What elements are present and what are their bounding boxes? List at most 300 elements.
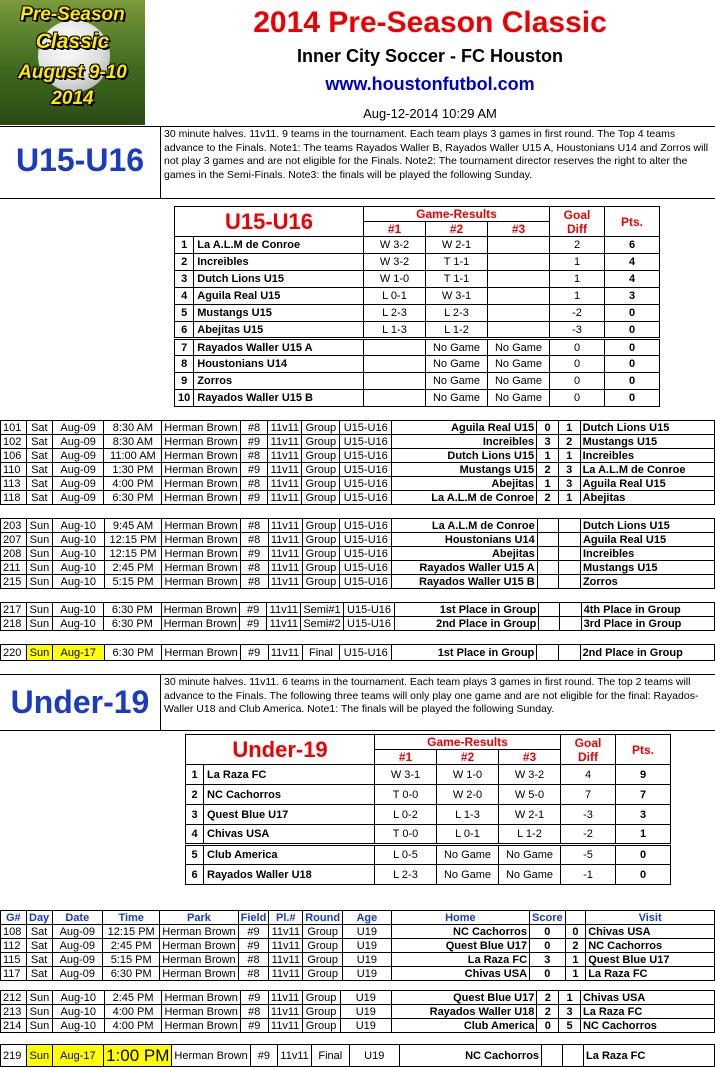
age: U15-U16 (340, 463, 392, 477)
home-score (539, 603, 560, 617)
game-row (1, 603, 715, 617)
points: 3 (616, 805, 671, 825)
home-score: 2 (537, 491, 559, 505)
game-row (1, 925, 715, 939)
team-name: NC Cachorros (204, 785, 375, 805)
logo-line: August 9-10 (18, 62, 127, 83)
field: #9 (240, 491, 268, 505)
field: #8 (238, 953, 269, 967)
date: Aug-09 (52, 953, 103, 967)
goal-diff: 1 (550, 271, 605, 288)
updated-timestamp: Aug-12-2014 10:29 AM (363, 106, 497, 121)
date: Aug-10 (52, 991, 104, 1005)
park: Herman Brown (162, 519, 240, 533)
game-number: 215 (1, 575, 27, 589)
age: U15-U16 (340, 477, 392, 491)
game-2-result: No Game (426, 356, 488, 373)
game-3-result: No Game (499, 845, 561, 865)
game-row (1, 435, 715, 449)
field: #9 (239, 617, 266, 631)
home-team: Rayados Waller U15 B (392, 575, 537, 589)
day: Sun (26, 991, 52, 1005)
goal-diff: 2 (550, 237, 605, 254)
field: #9 (240, 547, 268, 561)
date: Aug-09 (52, 925, 103, 939)
points: 6 (605, 237, 660, 254)
game-1-result (364, 356, 426, 373)
rank: 6 (175, 322, 194, 339)
time: 8:30 AM (104, 421, 162, 435)
visit-score (559, 519, 581, 533)
game-1-result: W 1-0 (364, 271, 426, 288)
team-name: Aguila Real U15 (194, 288, 364, 305)
field: #9 (240, 463, 268, 477)
game-1-result: L 2-3 (375, 865, 437, 885)
field: #9 (240, 435, 268, 449)
game-row (1, 421, 715, 435)
park: Herman Brown (162, 991, 240, 1005)
visit-score (560, 603, 581, 617)
time: 2:45 PM (103, 939, 160, 953)
game-number: 102 (1, 435, 27, 449)
points-header: Pts. (616, 735, 671, 765)
visit-score: 1 (558, 491, 580, 505)
game-2-result: L 0-1 (437, 825, 499, 845)
team-name: Chivas USA (204, 825, 375, 845)
visit-score (559, 533, 581, 547)
players: 11v11 (268, 491, 302, 505)
field: #9 (240, 991, 268, 1005)
game-number: 112 (1, 939, 27, 953)
standings-header-row (186, 735, 671, 750)
game-1-result: T 0-0 (375, 785, 437, 805)
visit-team: Increibles (580, 547, 714, 561)
home-score: 2 (537, 1005, 559, 1019)
park: Herman Brown (161, 617, 239, 631)
home-team: NC Cachorros (391, 925, 529, 939)
game-row (1, 1019, 715, 1033)
game-results-header: Game-Results (375, 735, 561, 750)
round: Group (302, 449, 340, 463)
park: Herman Brown (161, 603, 239, 617)
standings-table-u15 (174, 206, 660, 407)
visit-score (559, 575, 581, 589)
players: 11v11 (267, 617, 301, 631)
game-2-result: L 1-2 (426, 322, 488, 339)
rank: 5 (186, 845, 204, 865)
rank: 1 (175, 237, 194, 254)
standings-row (186, 765, 671, 785)
column-header-round: Round (303, 911, 343, 925)
game-number: 212 (1, 991, 27, 1005)
players: 11v11 (268, 477, 302, 491)
game-row (1, 939, 715, 953)
standings-row (186, 865, 671, 885)
tournament-logo (0, 0, 145, 125)
game-1-result: W 3-2 (364, 237, 426, 254)
game-number: 218 (1, 617, 27, 631)
column-header-home-score: Score (530, 911, 566, 925)
standings-title: Under-19 (186, 735, 375, 765)
age: U15-U16 (343, 617, 395, 631)
age: U19 (340, 1019, 392, 1033)
home-team: NC Cachorros (399, 1045, 541, 1067)
game-2-result: No Game (437, 845, 499, 865)
field: #9 (239, 603, 266, 617)
visit-score: 1 (565, 967, 586, 981)
visit-team: Chivas USA (586, 925, 715, 939)
park: Herman Brown (162, 645, 240, 661)
time: 6:30 PM (103, 967, 160, 981)
game-3-result (488, 271, 550, 288)
round: Group (302, 1005, 340, 1019)
game-2-result: L 1-3 (437, 805, 499, 825)
game-2-result: W 3-1 (426, 288, 488, 305)
date: Aug-09 (52, 967, 103, 981)
home-score: 3 (530, 953, 566, 967)
points: 0 (616, 865, 671, 885)
points: 4 (605, 254, 660, 271)
game-3-result: W 3-2 (499, 765, 561, 785)
day: Sat (26, 435, 52, 449)
home-score (537, 575, 559, 589)
field: #8 (240, 561, 268, 575)
rank: 6 (186, 865, 204, 885)
park: Herman Brown (162, 435, 240, 449)
field: #8 (240, 477, 268, 491)
age: U19 (343, 925, 392, 939)
column-header-players: Pl.# (269, 911, 303, 925)
park: Herman Brown (162, 1005, 240, 1019)
points: 7 (616, 785, 671, 805)
game-number: 208 (1, 547, 27, 561)
game-3-result: L 1-2 (499, 825, 561, 845)
round: Semi#1 (301, 603, 343, 617)
park: Herman Brown (160, 967, 238, 981)
age: U19 (340, 991, 392, 1005)
players: 11v11 (268, 1019, 302, 1033)
visit-team: Quest Blue U17 (586, 953, 715, 967)
players: 11v11 (268, 561, 302, 575)
column-header-time: Time (103, 911, 160, 925)
standings-row (186, 845, 671, 865)
section-description-u15: 30 minute halves. 11v11. 9 teams in the tournament. Each team plays 3 games in first round. The Top 4 teams advance to the Finals. Note1: The teams Rayados Waller B, Rayados Waller U15 A, Houstonians U14 and Zorros will not play 3 games and are not eligible for the Finals. Note2: The tournament director reserves the right to alter the games in the Semi-Finals. Note3: the finals will be played the following Sunday. (164, 128, 709, 181)
visit-team: 3rd Place in Group (581, 617, 714, 631)
games-header-row (1, 911, 715, 925)
home-score: 0 (537, 1019, 559, 1033)
game-2-result: No Game (437, 865, 499, 885)
visit-team: NC Cachorros (580, 1019, 714, 1033)
game-number-header: #1 (364, 222, 426, 237)
page-subtitle: Inner City Soccer - FC Houston (296, 46, 564, 66)
home-team: La A.L.M de Conroe (392, 491, 537, 505)
time: 4:00 PM (104, 1019, 162, 1033)
age: U15-U16 (340, 547, 392, 561)
team-name: La Raza FC (204, 765, 375, 785)
game-1-result: L 2-3 (364, 305, 426, 322)
goal-diff: 0 (550, 356, 605, 373)
logo-line: Pre-Season (20, 4, 125, 25)
time: 2:45 PM (104, 561, 162, 575)
players: 11v11 (268, 533, 302, 547)
home-score: 2 (537, 991, 559, 1005)
day: Sat (26, 939, 52, 953)
goal-diff: 0 (550, 390, 605, 407)
round: Group (302, 463, 340, 477)
visit-team: La A.L.M de Conroe (580, 463, 714, 477)
goal-diff: -5 (561, 845, 616, 865)
home-score (537, 533, 559, 547)
visit-score: 5 (559, 1019, 581, 1033)
game-row (1, 617, 715, 631)
game-2-result: No Game (426, 373, 488, 390)
standings-row (175, 288, 660, 305)
age: U15-U16 (340, 435, 392, 449)
standings-row (186, 785, 671, 805)
visit-team: Chivas USA (580, 991, 714, 1005)
park: Herman Brown (160, 925, 238, 939)
park: Herman Brown (162, 561, 240, 575)
page-title: 2014 Pre-Season Classic (253, 6, 607, 39)
home-team: Mustangs U15 (392, 463, 537, 477)
round: Final (312, 1045, 349, 1067)
day: Sat (26, 491, 52, 505)
game-3-result (488, 305, 550, 322)
game-number: 101 (1, 421, 27, 435)
field: #8 (240, 575, 268, 589)
game-1-result (364, 390, 426, 407)
day: Sun (26, 519, 52, 533)
visit-team: Dutch Lions U15 (580, 519, 714, 533)
game-results-header: Game-Results (364, 207, 550, 222)
rank: 2 (175, 254, 194, 271)
rank: 3 (175, 271, 194, 288)
day: Sun (26, 547, 52, 561)
game-3-result: W 2-1 (499, 805, 561, 825)
day: Sun (26, 1005, 52, 1019)
age: U19 (343, 953, 392, 967)
players: 11v11 (278, 1045, 312, 1067)
home-team: 1st Place in Group (395, 603, 539, 617)
park: Herman Brown (162, 421, 240, 435)
website-link[interactable]: www.houstonfutbol.com (325, 74, 535, 94)
home-team: Abejitas (392, 477, 537, 491)
time: 6:30 PM (104, 645, 162, 661)
game-3-result (488, 254, 550, 271)
day: Sat (26, 967, 52, 981)
visit-team: Aguila Real U15 (580, 477, 714, 491)
date: Aug-09 (52, 491, 104, 505)
game-row (1, 533, 715, 547)
game-2-result: W 2-0 (437, 785, 499, 805)
park: Herman Brown (172, 1045, 250, 1067)
day: Sun (26, 603, 52, 617)
home-score: 0 (537, 421, 559, 435)
games-table-u19-final (0, 1044, 715, 1067)
players: 11v11 (269, 967, 303, 981)
date: Aug-10 (52, 603, 103, 617)
age: U15-U16 (340, 421, 392, 435)
games-table-u15-sat (0, 420, 715, 505)
date: Aug-10 (52, 519, 104, 533)
game-3-result: W 5-0 (499, 785, 561, 805)
players: 11v11 (268, 449, 302, 463)
home-score (537, 561, 559, 575)
day: Sun (26, 1045, 52, 1067)
column-header-visit-score (565, 911, 586, 925)
points: 0 (605, 373, 660, 390)
game-row (1, 477, 715, 491)
standings-row (175, 237, 660, 254)
game-1-result: W 3-1 (375, 765, 437, 785)
round: Group (302, 991, 340, 1005)
game-number: 110 (1, 463, 27, 477)
game-row (1, 991, 715, 1005)
visit-team: Zorros (580, 575, 714, 589)
goal-diff: 0 (550, 373, 605, 390)
field: #8 (240, 421, 268, 435)
visit-team: Mustangs U15 (580, 561, 714, 575)
date: Aug-09 (52, 939, 103, 953)
goal-diff: 7 (561, 785, 616, 805)
game-2-result: L 2-3 (426, 305, 488, 322)
day: Sun (26, 1019, 52, 1033)
team-name: Houstonians U14 (194, 356, 364, 373)
visit-score (558, 645, 580, 661)
players: 11v11 (268, 1005, 302, 1019)
game-1-result: L 0-2 (375, 805, 437, 825)
day: Sat (26, 925, 52, 939)
date: Aug-10 (52, 547, 104, 561)
park: Herman Brown (162, 1019, 240, 1033)
age: U15-U16 (340, 449, 392, 463)
round: Group (302, 1019, 340, 1033)
date: Aug-09 (52, 477, 104, 491)
home-team: Club America (392, 1019, 537, 1033)
game-number: 219 (1, 1045, 27, 1067)
round: Group (302, 547, 340, 561)
age: U15-U16 (340, 491, 392, 505)
game-number: 207 (1, 533, 27, 547)
time: 4:00 PM (104, 477, 162, 491)
visit-team: Increibles (580, 449, 714, 463)
rank: 8 (175, 356, 194, 373)
games-table-u15-final (0, 644, 715, 661)
field: #9 (240, 645, 268, 661)
time: 6:30 PM (104, 491, 162, 505)
visit-score: 1 (565, 953, 586, 967)
goal-diff-header: Goal Diff (561, 735, 616, 765)
goal-diff: 0 (550, 339, 605, 356)
date: Aug-10 (52, 1005, 104, 1019)
round: Final (302, 645, 340, 661)
game-number: 106 (1, 449, 27, 463)
home-team: Aguila Real U15 (392, 421, 537, 435)
date: Aug-10 (52, 1019, 104, 1033)
round: Group (302, 435, 340, 449)
players: 11v11 (268, 645, 302, 661)
visit-team: La Raza FC (586, 967, 715, 981)
visit-score: 3 (558, 463, 580, 477)
visit-score (559, 561, 581, 575)
visit-score: 2 (565, 939, 586, 953)
team-name: Dutch Lions U15 (194, 271, 364, 288)
park: Herman Brown (162, 575, 240, 589)
game-number: 115 (1, 953, 27, 967)
game-number-header: #2 (437, 750, 499, 765)
time: 12:15 PM (103, 925, 160, 939)
game-row (1, 547, 715, 561)
standings-row (175, 390, 660, 407)
field: #9 (240, 1019, 268, 1033)
visit-score: 1 (558, 421, 580, 435)
team-name: Zorros (194, 373, 364, 390)
column-header-age: Age (343, 911, 392, 925)
team-name: Rayados Waller U15 B (194, 390, 364, 407)
field: #8 (240, 1005, 268, 1019)
home-score (542, 1045, 563, 1067)
day: Sun (26, 645, 52, 661)
visit-score: 3 (559, 1005, 581, 1019)
age: U15-U16 (340, 575, 392, 589)
round: Semi#2 (301, 617, 343, 631)
time: 1:00 PM (104, 1045, 172, 1067)
field: #9 (238, 925, 269, 939)
home-team: La Raza FC (391, 953, 529, 967)
home-score (537, 547, 559, 561)
standings-row (175, 305, 660, 322)
game-row (1, 491, 715, 505)
points: 9 (616, 765, 671, 785)
players: 11v11 (268, 435, 302, 449)
time: 6:30 PM (104, 603, 161, 617)
logo-line: Classic (35, 30, 110, 53)
games-table-u15-sun (0, 518, 715, 589)
players: 11v11 (268, 519, 302, 533)
time: 2:45 PM (104, 991, 162, 1005)
home-team: Quest Blue U17 (391, 939, 529, 953)
date: Aug-09 (52, 449, 104, 463)
round: Group (302, 575, 340, 589)
game-2-result: W 2-1 (426, 237, 488, 254)
date: Aug-17 (52, 1045, 103, 1067)
column-header-park: Park (160, 911, 238, 925)
date: Aug-10 (52, 617, 103, 631)
field: #9 (250, 1045, 277, 1067)
round: Group (302, 533, 340, 547)
rank: 9 (175, 373, 194, 390)
visit-team: Abejitas (580, 491, 714, 505)
section-title-u15: U15-U16 (15, 142, 145, 178)
home-score: 3 (537, 435, 559, 449)
game-3-result (488, 322, 550, 339)
game-row (1, 561, 715, 575)
time: 5:15 PM (104, 575, 162, 589)
home-score: 2 (537, 463, 559, 477)
points: 0 (605, 339, 660, 356)
game-row (1, 1045, 715, 1067)
game-number-header: #2 (426, 222, 488, 237)
points: 0 (605, 356, 660, 373)
team-name: Quest Blue U17 (204, 805, 375, 825)
points-header: Pts. (605, 207, 660, 237)
home-team: 2nd Place in Group (395, 617, 539, 631)
round: Group (302, 477, 340, 491)
standings-row (186, 805, 671, 825)
game-row (1, 449, 715, 463)
age: U15-U16 (340, 519, 392, 533)
visit-team: 2nd Place in Group (580, 645, 714, 661)
